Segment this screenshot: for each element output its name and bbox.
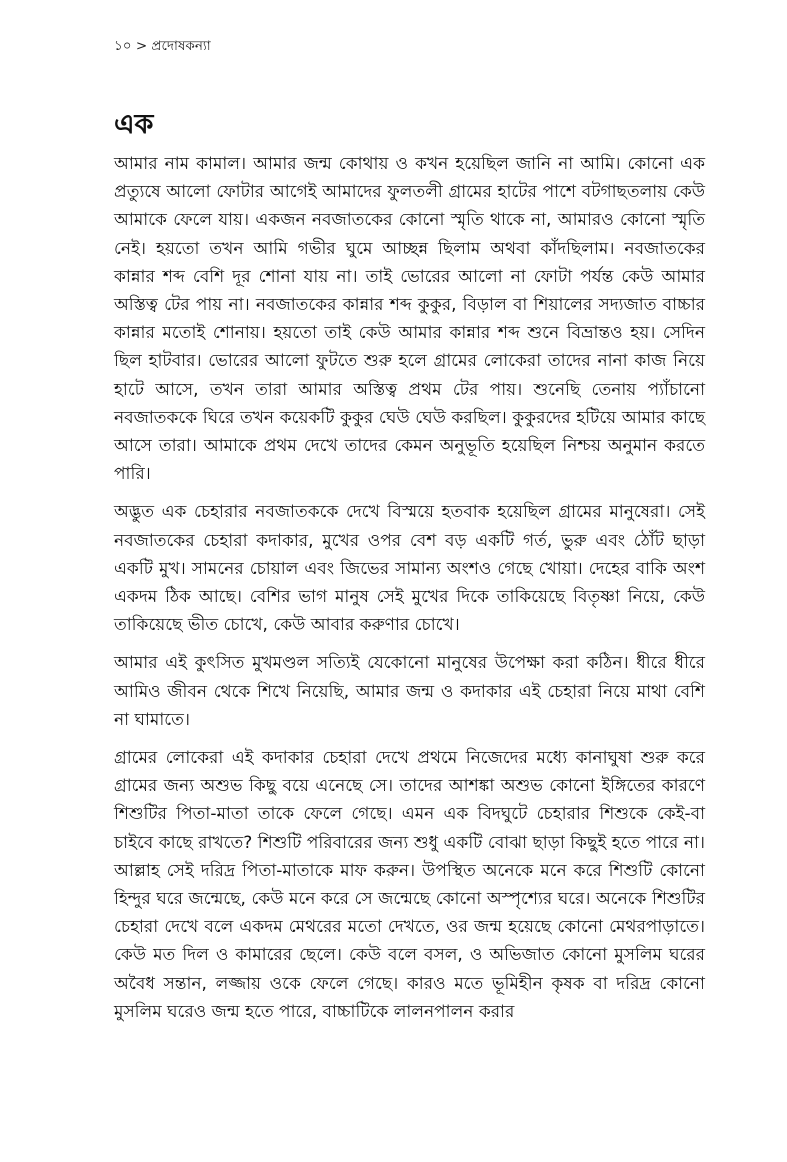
body-text (114, 150, 705, 1036)
paragraph-1: আমার নাম কামাল। আমার জন্ম কোথায় ও কখন হয়েছিল জানি না আমি। কোনো এক প্রত্যুষে আলো ফোটার আগেই আমাদের ফুলতলী গ্রামের হাটের পাশে বটগাছতলায় কেউ আমাকে ফেলে যায়। একজন নবজাতকের কোনো স্মৃতি থাকে না, আমারও কোনো স্মৃতি নেই। হয়তো তখন আমি গভীর ঘুমে আচ্ছন্ন ছিলাম অথবা কাঁদছিলাম। নবজাতকের কান্নার শব্দ বেশি দূর শোনা যায় না। তাই ভোরের আলো না ফোটা পর্যন্ত কেউ আমার অস্তিত্ব টের পায় না। নবজাতকের কান্নার শব্দ কুকুর, বিড়াল বা শিয়ালের সদ্যজাত বাচ্চার কান্নার মতোই শোনায়। হয়তো তাই কেউ আমার কান্নার শব্দ শুনে বিভ্রান্তও হয়। সেদিন ছিল হাটবার। ভোরের আলো ফুটতে শুরু হলে গ্রামের লোকেরা তাদের নানা কাজ নিয়ে হাটে আসে, তখন তারা আমার অস্তিত্ব প্রথম টের পায়। শুনেছি তেনায় প্যাঁচানো নবজাতককে ঘিরে তখন কয়েকটি কুকুর ঘেউ ঘেউ করছিল। কুকুরদের হটিয়ে আমার কাছে আসে তারা। আমাকে প্রথম দেখে তাদের কেমন অনুভূতি হয়েছিল নিশ্চয় অনুমান করতে পারি। (114, 154, 705, 485)
running-head: ১০ > প্রদোষকন্যা (114, 38, 211, 54)
paragraph-2: অদ্ভুত এক চেহারার নবজাতককে দেখে বিস্ময়ে হতবাক হয়েছিল গ্রামের মানুষেরা। সেই নবজাতকের চেহারা কদাকার, মুখের ওপর বেশ বড় একটি গর্ত, ভুরু এবং ঠোঁট ছাড়া একটি মুখ। সামনের চোয়াল এবং জিভের সামান্য অংশও গেছে খোয়া। দেহের বাকি অংশ একদম ঠিক আছে। বেশির ভাগ মানুষ সেই মুখের দিকে তাকিয়েছে বিতৃষ্ণা নিয়ে, কেউ তাকিয়েছে ভীত চোখে, কেউ আবার করুণার চোখে। (114, 502, 705, 636)
paragraph-4: গ্রামের লোকেরা এই কদাকার চেহারা দেখে প্রথমে নিজেদের মধ্যে কানাঘুষা শুরু করে গ্রামের জন্য অশুভ কিছু বয়ে এনেছে সে। তাদের আশঙ্কা অশুভ কোনো ইঙ্গিতের কারণে শিশুটির পিতা-মাতা তাকে ফেলে গেছে। এমন এক বিদঘুটে চেহারার শিশুকে কেই-বা চাইবে কাছে রাখতে? শিশুটি পরিবারের জন্য শুধু একটি বোঝা ছাড়া কিছুই হতে পারে না। আল্লাহ সেই দরিদ্র পিতা-মাতাকে মাফ করুন। উপস্থিত অনেকে মনে করে শিশুটি কোনো হিন্দুর ঘরে জন্মেছে, কেউ মনে করে সে জন্মেছে কোনো অস্পৃশ্যের ঘরে। অনেকে শিশুটির চেহারা দেখে বলে একদম মেথরের মতো দেখতে, ওর জন্ম হয়েছে কোনো মেথরপাড়াতে। কেউ মত দিল ও কামারের ছেলে। কেউ বলে বসল, ও অভিজাত কোনো মুসলিম ঘরের অবৈধ সন্তান, লজ্জায় ওকে ফেলে গেছে। কারও মতে ভূমিহীন কৃষক বা দরিদ্র কোনো মুসলিম ঘরেও জন্ম হতে পারে, বাচ্চাটিকে লালনপালন করার (114, 748, 705, 1022)
paragraph-3: আমার এই কুৎসিত মুখমণ্ডল সত্যিই যেকোনো মানুষের উপেক্ষা করা কঠিন। ধীরে ধীরে আমিও জীবন থেকে শিখে নিয়েছি, আমার জন্ম ও কদাকার এই চেহারা নিয়ে মাথা বেশি না ঘামাতে। (114, 653, 705, 730)
chapter-title: এক (114, 109, 154, 140)
